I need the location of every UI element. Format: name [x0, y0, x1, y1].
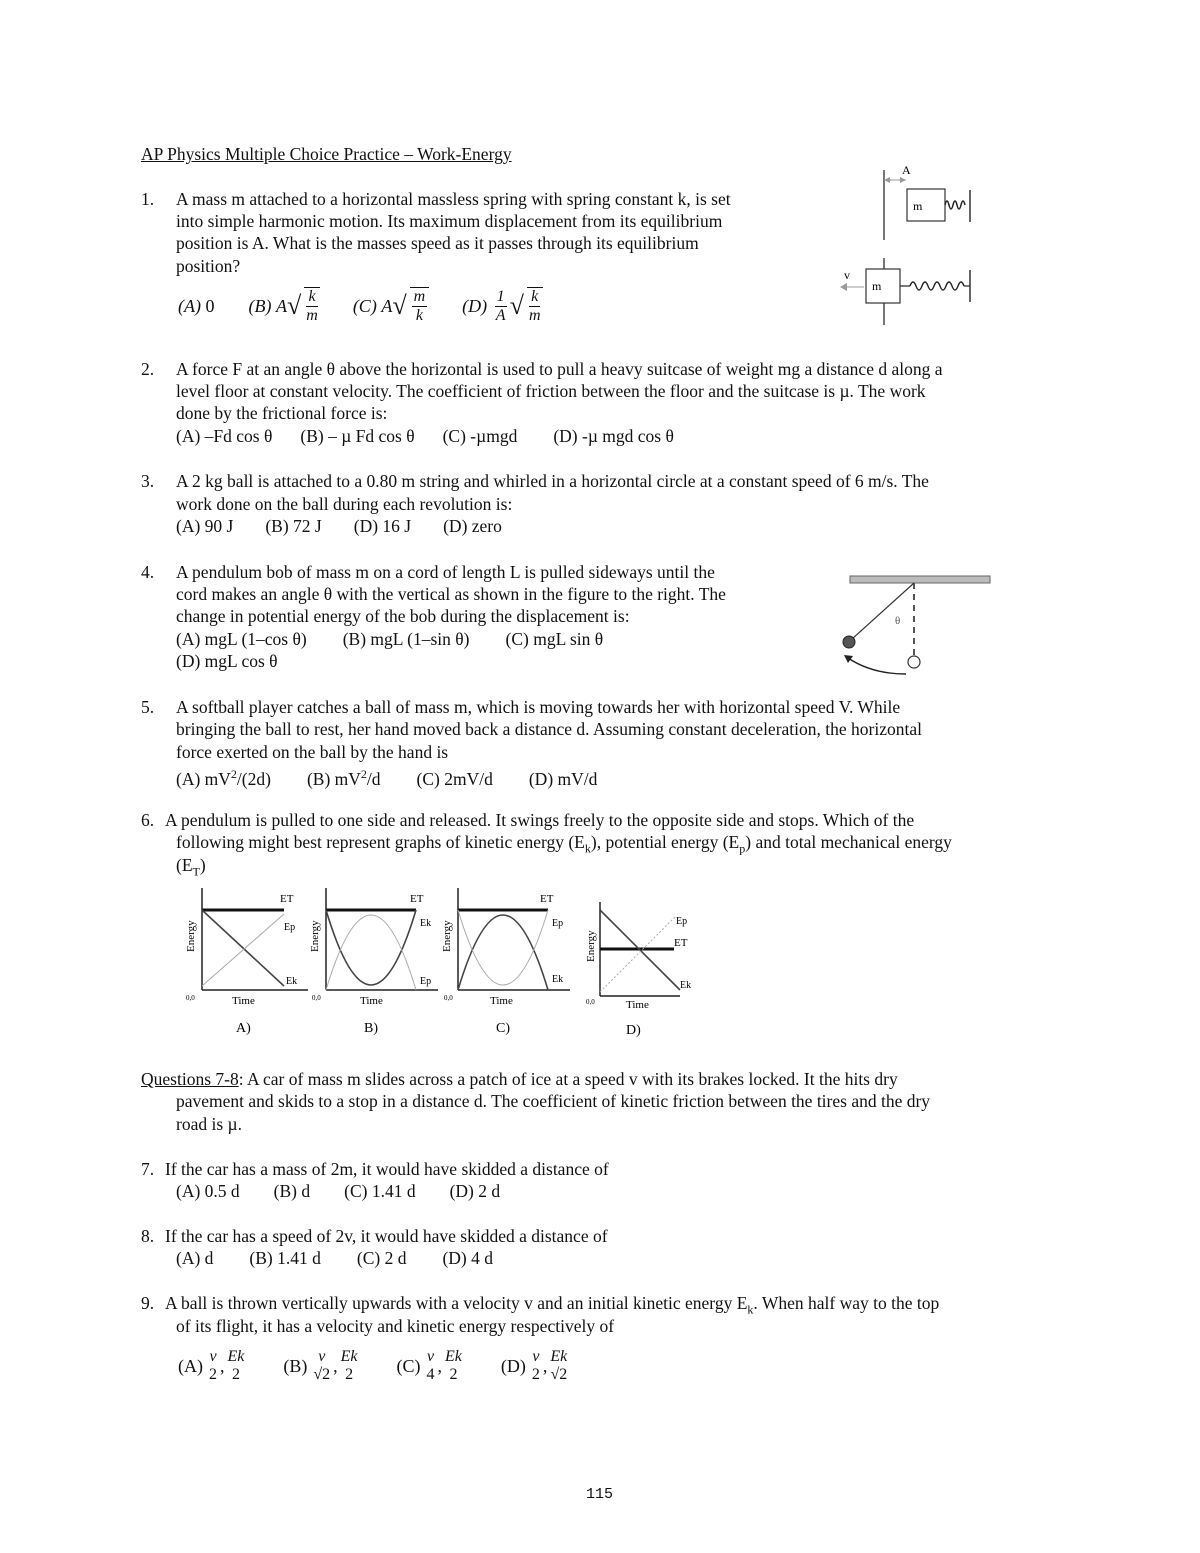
q6-graph-c-y-label: Energy — [441, 920, 453, 952]
q9-options — [178, 1342, 570, 1390]
q2-line-2: level floor at constant velocity. The coefficient of friction between the floor and the suitcase is µ. The work — [176, 381, 926, 401]
q6-graph-c-x-label: Time — [490, 995, 513, 1007]
q4-label-theta: θ — [895, 615, 901, 627]
q5-option-d: (D) mV/d — [528, 768, 598, 789]
q5-line-1: A softball player catches a ball of mass m, which is moving towards her with horizontal speed V. While — [176, 697, 901, 717]
q2-option-c: (C) -µmgd — [442, 426, 518, 446]
q2-option-a: (A) –Fd cos θ — [176, 426, 273, 446]
q7-option-d: (D) 2 d — [449, 1181, 501, 1201]
q5-option-c: (C) 2mV/d — [416, 768, 493, 789]
q6-graph-b-x-label: Time — [360, 995, 383, 1007]
q5-options — [176, 763, 625, 790]
q6-graph-c — [441, 888, 570, 1036]
q8-number: 8. — [141, 1226, 155, 1246]
q7-options — [176, 1180, 528, 1203]
q3-option-d: (D) zero — [443, 516, 502, 536]
q9-line-2: of its flight, it has a velocity and kinetic energy respectively of — [176, 1316, 615, 1336]
q5-line-2: bringing the ball to rest, her hand moved back a distance d. Assuming constant deceleration, the horizontal — [176, 719, 922, 739]
q4-swing-arc — [848, 658, 906, 674]
q8-options — [176, 1247, 521, 1270]
q8-option-c: (C) 2 d — [356, 1248, 407, 1268]
q6-graph-d — [585, 902, 691, 1038]
q4-line-1: A pendulum bob of mass m on a cord of length L is pulled sideways until the — [176, 562, 715, 582]
q3-line-1: A 2 kg ball is attached to a 0.80 m string and whirled in a horizontal circle at a constant speed of 6 m/s. The — [176, 471, 929, 491]
q6-graph-b-caption: B) — [364, 1021, 378, 1036]
q9-option-c: (C) v 4 , Ek 2 — [396, 1348, 462, 1383]
q1-option-c: (C) A √ $\frac{m}{k}$ — [353, 287, 432, 325]
q4-options-row-1 — [176, 628, 631, 651]
page-title: AP Physics Multiple Choice Practice – Work-Energy — [141, 144, 512, 164]
q7-option-b: (B) d — [273, 1181, 311, 1201]
q8-option-a: (A) d — [176, 1248, 214, 1268]
q8-line: If the car has a speed of 2v, it would have skidded a distance of — [165, 1226, 608, 1246]
q6-graph-d-Ep-line — [600, 916, 676, 992]
q6-graph-a-x-label: Time — [232, 995, 255, 1007]
q6-graph-c-Ep-curve — [458, 910, 548, 985]
q6-graph-a-ET-label: ET — [280, 893, 294, 905]
q1-line-2: into simple harmonic motion. Its maximum displacement from its equilibrium — [176, 211, 723, 231]
q4-options-row-2 — [176, 650, 278, 673]
q1-spring-mass-figure — [832, 162, 982, 327]
q2-number: 2. — [141, 359, 155, 379]
q1-option-d: (D) $\frac{1}{A}$ √ $\frac{k}{m}$ — [462, 287, 541, 324]
q3-number: 3. — [141, 471, 155, 491]
q6-number: 6. — [141, 810, 155, 830]
q4-ceiling — [850, 576, 990, 583]
q1-spring-compressed — [945, 201, 965, 209]
q6-graph-a-origin: 0,0 — [186, 994, 195, 1002]
q78-line-3: road is µ. — [176, 1114, 242, 1134]
q6-graph-b-Ek-curve — [326, 910, 416, 985]
q4-option-d: (D) mgL cos θ — [176, 651, 278, 671]
q6-graph-d-y-label: Energy — [585, 930, 597, 962]
q5-number: 5. — [141, 697, 155, 717]
q1-label-m-bottom: m — [872, 279, 882, 293]
q6-graph-c-Ep-label: Ep — [552, 918, 564, 929]
q1-line-1: A mass m attached to a horizontal massless spring with spring constant k, is set — [176, 189, 731, 209]
q7-option-a: (A) 0.5 d — [176, 1181, 240, 1201]
q6-graph-c-Ek-curve — [458, 915, 548, 990]
q6-graph-a-Ep-label: Ep — [284, 922, 296, 933]
q6-graph-b — [309, 888, 438, 1036]
q2-option-b: (B) – µ Fd cos θ — [300, 426, 415, 446]
q6-graph-d-origin: 0,0 — [586, 998, 595, 1006]
q2-options — [176, 425, 702, 448]
q1-label-m-top: m — [913, 199, 923, 213]
q6-graph-a-caption: A) — [236, 1021, 251, 1036]
q6-graph-d-x-label: Time — [626, 999, 649, 1011]
q1-line-4: position? — [176, 256, 241, 276]
q1-label-A: A — [902, 163, 911, 177]
q6-line-2: following might best represent graphs of kinetic energy $(E_k)$, potential energy $(E_p)$ and total mechanical energy — [176, 832, 952, 856]
q9-number: 9. — [141, 1293, 155, 1313]
q4-line-3: change in potential energy of the bob during the displacement is: — [176, 606, 630, 626]
q4-option-a: (A) mgL (1–cos θ) — [176, 629, 307, 649]
q7-number: 7. — [141, 1159, 155, 1179]
q6-graph-b-ET-label: ET — [410, 893, 424, 905]
q4-arc-arrow-head — [844, 655, 853, 663]
q6-graph-d-Ek-label: Ek — [680, 980, 692, 991]
page-number: 115 — [586, 1486, 614, 1503]
q6-graph-c-caption: C) — [496, 1021, 510, 1036]
q1-options — [178, 282, 546, 330]
q6-energy-graphs — [180, 880, 710, 1040]
q4-number: 4. — [141, 562, 155, 582]
q9-option-b: (B) v √2 , Ek 2 — [283, 1348, 358, 1383]
q4-cord — [852, 583, 914, 639]
q2-option-d: (D) -µ mgd cos θ — [553, 426, 674, 446]
q1-spring-extended — [910, 282, 964, 290]
q4-option-c: (C) mgL sin θ — [505, 629, 604, 649]
q7-option-c: (C) 1.41 d — [344, 1181, 416, 1201]
q6-graph-b-origin: 0,0 — [312, 994, 321, 1002]
q1-label-v: v — [844, 268, 850, 282]
q6-graph-a-y-label: Energy — [185, 920, 197, 952]
q3-option-a: (A) 90 J — [176, 516, 234, 536]
q3-option-b: (B) 72 J — [265, 516, 322, 536]
q4-bob-displaced — [843, 636, 855, 648]
q4-pendulum-figure — [836, 572, 996, 684]
q9-line-1: A ball is thrown vertically upwards with a velocity v and an initial kinetic energy $E_k$. When half way to the top — [165, 1293, 940, 1317]
q1-option-a: (A) 0 — [178, 295, 215, 316]
q6-graph-d-Ep-label: Ep — [676, 916, 688, 927]
q3-option-c: (D) 16 J — [353, 516, 412, 536]
q3-line-2: work done on the ball during each revolution is: — [176, 494, 513, 514]
q6-line-3: $(E_T)$ — [176, 855, 206, 879]
q8-option-d: (D) 4 d — [442, 1248, 493, 1268]
q3-options — [176, 515, 530, 538]
q8-option-b: (B) 1.41 d — [249, 1248, 321, 1268]
q5-option-b: (B) $mV^2/d$ — [306, 767, 381, 789]
q1-arrow-head-right — [900, 177, 906, 183]
q4-option-b: (B) mgL (1–sin θ) — [342, 629, 470, 649]
q7-line: If the car has a mass of 2m, it would have skidded a distance of — [165, 1159, 609, 1179]
q1-line-3: position is A. What is the masses speed as it passes through its equilibrium — [176, 233, 699, 253]
q6-graph-a-Ek-label: Ek — [286, 976, 298, 987]
q2-line-1: A force F at an angle θ above the horizontal is used to pull a heavy suitcase of weight mg a distance d along a — [176, 359, 943, 379]
q1-velocity-arrow-head — [840, 283, 847, 291]
q6-graph-b-Ep-label: Ep — [420, 976, 432, 987]
q6-line-1: A pendulum is pulled to one side and released. It swings freely to the opposite side and stops. Which of the — [165, 810, 915, 830]
q6-graph-d-ET-label: ET — [674, 937, 688, 949]
q4-line-2: cord makes an angle θ with the vertical as shown in the figure to the right. The — [176, 584, 726, 604]
q6-graph-d-caption: D) — [626, 1023, 641, 1038]
q1-option-b: (B) A √ $\frac{k}{m}$ — [248, 288, 318, 324]
q9-option-a: (A) v 2 , Ek 2 — [178, 1348, 245, 1383]
q4-bob-rest-position — [908, 656, 920, 668]
q6-graph-a — [185, 888, 308, 1036]
q5-line-3: force exerted on the ball by the hand is — [176, 742, 449, 762]
q6-graph-c-Ek-label: Ek — [552, 974, 564, 985]
q78-lead-label: Questions 7-8 — [141, 1069, 239, 1089]
q1-number: 1. — [141, 189, 155, 209]
q78-line-2: pavement and skids to a stop in a distance d. The coefficient of kinetic friction between the tires and the dry — [176, 1091, 931, 1111]
q6-graph-b-Ep-curve — [326, 915, 416, 990]
q78-lead-line: Questions 7-8: A car of mass m slides across a patch of ice at a speed v with its brakes locked. It the hits dry — [141, 1069, 898, 1089]
q5-option-a: (A) $mV^2/(2d)$ — [176, 767, 271, 789]
q6-graph-c-origin: 0,0 — [444, 994, 453, 1002]
q9-option-d: (D) v 2 , Ek √2 — [500, 1348, 568, 1383]
q6-graph-b-Ek-label: Ek — [420, 918, 432, 929]
q6-graph-c-ET-label: ET — [540, 893, 554, 905]
q6-graph-b-y-label: Energy — [309, 920, 321, 952]
q2-line-3: done by the frictional force is: — [176, 403, 388, 423]
